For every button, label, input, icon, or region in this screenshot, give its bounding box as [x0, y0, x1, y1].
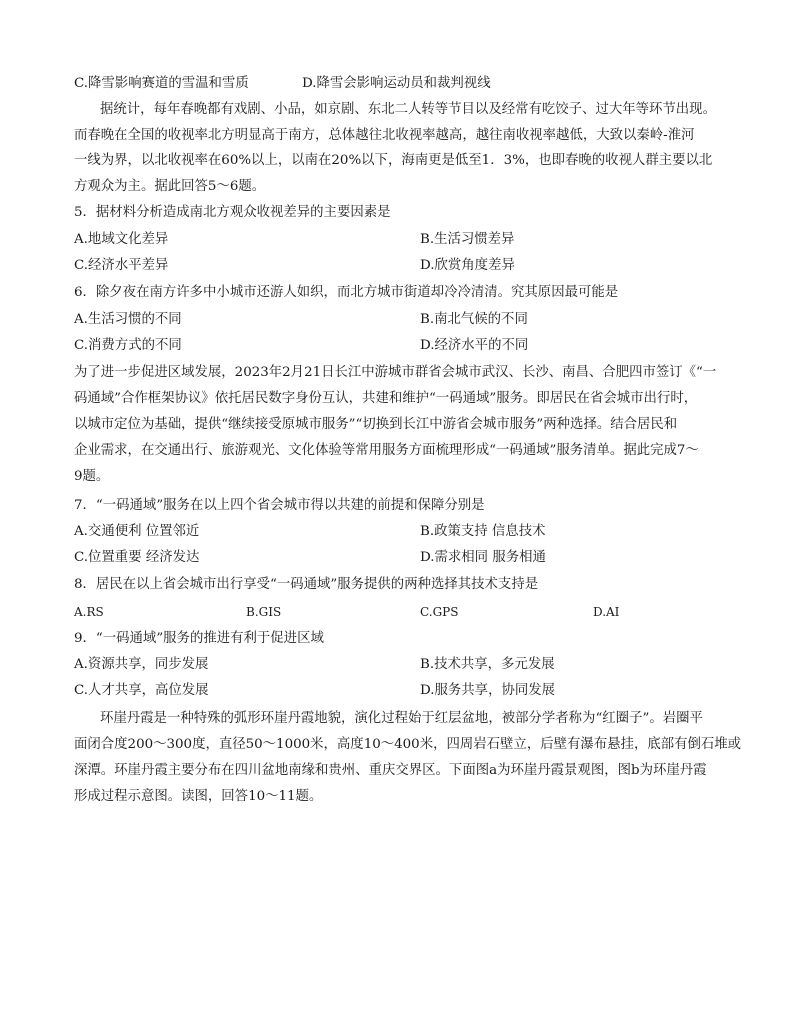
passage-2-line-2: 码通域”合作框架协议》依托居民数字身份互认，共建和维护“一码通域”服务。即居民在省会城市出行时，	[74, 391, 698, 406]
passage-1-line-3: 一线为界，以北收视率在60%以上，以南在20%以下，海南更是低至1．3%，也即春晚的收视人群主要以北	[74, 153, 713, 168]
passage-2-line-5: 9题。	[74, 469, 110, 484]
question-8: 8．居民在以上省会城市出行享受“一码通域”服务提供的两种选择其技术支持是	[74, 577, 539, 592]
q5-option-a: A.地域文化差异	[74, 232, 169, 247]
q5-option-b: B.生活习惯差异	[420, 232, 515, 247]
passage-3-line-1: 环崖丹霞是一种特殊的弧形环崖丹霞地貌，演化过程始于红层盆地，被部分学者称为“红圈子”。岩圈平	[100, 711, 703, 726]
passage-3-line-3: 深潭。环崖丹霞主要分布在四川盆地南缘和贵州、重庆交界区。下面图a为环崖丹霞景观图，图b为环崖丹霞	[74, 763, 707, 778]
passage-2-line-4: 企业需求，在交通出行、旅游观光、文化体验等常用服务方面梳理形成“一码通域”服务清单。据此完成7～	[74, 443, 699, 458]
q9-option-b: B.技术共享，多元发展	[420, 657, 555, 672]
passage-1-line-2: 而春晚在全国的收视率北方明显高于南方，总体越往北收视率越高，越往南收视率越低，大致以秦岭-淮河	[74, 128, 695, 143]
q9-option-c: C.人才共享，高位发展	[74, 683, 209, 698]
q7-option-d: D.需求相同 服务相通	[420, 550, 546, 565]
q8-option-b: B.GIS	[246, 605, 282, 619]
q6-option-b: B.南北气候的不同	[420, 312, 528, 327]
q4-option-c: C.降雪影响赛道的雪温和雪质	[74, 76, 249, 91]
passage-2-line-1: 为了进一步促进区域发展，2023年2月21日长江中游城市群省会城市武汉、长沙、南昌、合肥四市签订《“一	[74, 365, 717, 380]
q6-option-c: C.消费方式的不同	[74, 338, 182, 353]
q5-option-d: D.欣赏角度差异	[420, 258, 515, 273]
q7-option-b: B.政策支持 信息技术	[420, 524, 546, 539]
passage-1-line-4: 方观众为主。据此回答5～6题。	[74, 179, 266, 194]
q8-option-a: A.RS	[74, 605, 104, 619]
question-9: 9．“一码通域”服务的推进有利于促进区域	[74, 631, 324, 646]
passage-3-line-4: 形成过程示意图。读图，回答10～11题。	[74, 789, 323, 804]
q5-option-c: C.经济水平差异	[74, 258, 169, 273]
q4-option-d: D.降雪会影响运动员和裁判视线	[302, 76, 491, 91]
q7-option-c: C.位置重要 经济发达	[74, 550, 200, 565]
q7-option-a: A.交通便利 位置邻近	[74, 524, 200, 539]
q9-option-d: D.服务共享，协同发展	[420, 683, 556, 698]
question-5: 5．据材料分析造成南北方观众收视差异的主要因素是	[74, 205, 391, 220]
passage-1-line-1: 据统计，每年春晚都有戏剧、小品，如京剧、东北二人转等节目以及经常有吃饺子、过大年等环节出现。	[100, 102, 716, 117]
q9-option-a: A.资源共享，同步发展	[74, 657, 209, 672]
q6-option-d: D.经济水平的不同	[420, 338, 529, 353]
question-7: 7．“一码通域”服务在以上四个省会城市得以共建的前提和保障分别是	[74, 498, 485, 513]
q6-option-a: A.生活习惯的不同	[74, 312, 182, 327]
question-6: 6．除夕夜在南方许多中小城市还游人如织，而北方城市街道却冷冷清清。究其原因最可能是	[74, 285, 619, 300]
q8-option-c: C.GPS	[420, 605, 459, 619]
passage-3-line-2: 面闭合度200～300度，直径50～1000米，高度10～400米，四周岩石壁立，后壁有瀑布悬挂，底部有倒石堆或	[74, 737, 742, 752]
q8-option-d: D.AI	[593, 605, 620, 619]
passage-2-line-3: 以城市定位为基础，提供“继续接受原城市服务”“切换到长江中游省会城市服务”两种选择。结合居民和	[74, 417, 678, 432]
